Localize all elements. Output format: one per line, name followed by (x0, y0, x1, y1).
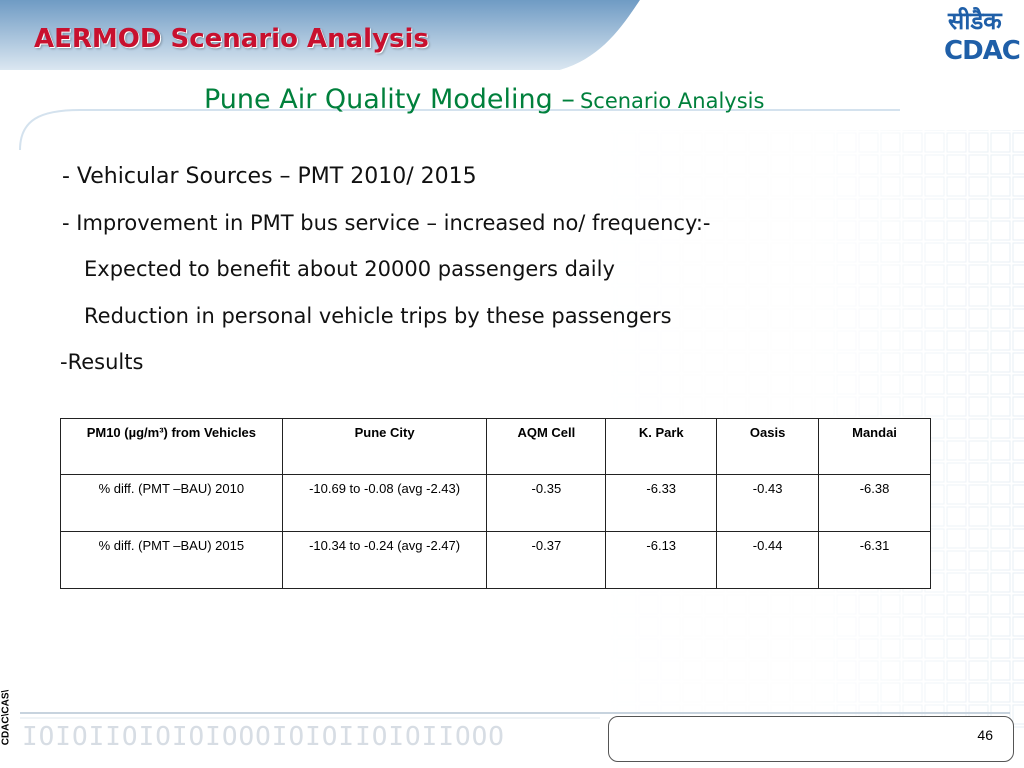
table-cell: % diff. (PMT –BAU) 2015 (61, 532, 283, 589)
table-cell: -6.31 (819, 532, 931, 589)
slide-title (204, 84, 764, 115)
table-cell: % diff. (PMT –BAU) 2010 (61, 475, 283, 532)
header-cell-pune-city: Pune City (282, 419, 487, 475)
footer-binary-decoration: IOIOIIOIOIOIOOOIOIOIIOIOIIOOO (22, 722, 505, 752)
page-number: 46 (977, 727, 993, 743)
logo-hindi-text: सीडैक (948, 7, 1002, 35)
bullet-pmt-improvement: - Improvement in PMT bus service – increased no/ frequency:- (62, 211, 711, 235)
footer-side-label-text: CDAC\CAS\ (0, 689, 12, 746)
page-number-box (608, 716, 1014, 762)
table-cell: -0.44 (717, 532, 819, 589)
slide-title-sub: Scenario Analysis (579, 89, 765, 113)
header-cell-pollutant: PM10 (µg/m³) from Vehicles (61, 419, 283, 475)
results-table (60, 418, 931, 589)
bullet-results: -Results (60, 350, 144, 374)
table-row (61, 532, 931, 589)
table-cell: -10.34 to -0.24 (avg -2.47) (282, 532, 487, 589)
logo-english-text: CDAC (944, 36, 1020, 66)
slide-title-main: Pune Air Quality Modeling – (204, 84, 575, 115)
header-cell-k-park: K. Park (606, 419, 717, 475)
header-cell-aqm-cell: AQM Cell (487, 419, 606, 475)
table-row (61, 475, 931, 532)
bullet-trip-reduction: Reduction in personal vehicle trips by these passengers (84, 304, 672, 328)
bullet-expected-benefit: Expected to benefit about 20000 passengers daily (84, 257, 615, 281)
bullet-vehicular-sources: - Vehicular Sources – PMT 2010/ 2015 (62, 164, 477, 189)
table-cell: -0.43 (717, 475, 819, 532)
table-cell: -6.38 (819, 475, 931, 532)
footer-side-label (0, 689, 18, 752)
cdac-logo (940, 4, 1024, 68)
table-cell: -6.33 (606, 475, 717, 532)
table-cell: -6.13 (606, 532, 717, 589)
table-header-row (61, 419, 931, 475)
header-cell-oasis: Oasis (717, 419, 819, 475)
header-cell-mandai: Mandai (819, 419, 931, 475)
slide-header-title: AERMOD Scenario Analysis (34, 24, 429, 54)
table-cell: -0.37 (487, 532, 606, 589)
table-cell: -0.35 (487, 475, 606, 532)
table-cell: -10.69 to -0.08 (avg -2.43) (282, 475, 487, 532)
